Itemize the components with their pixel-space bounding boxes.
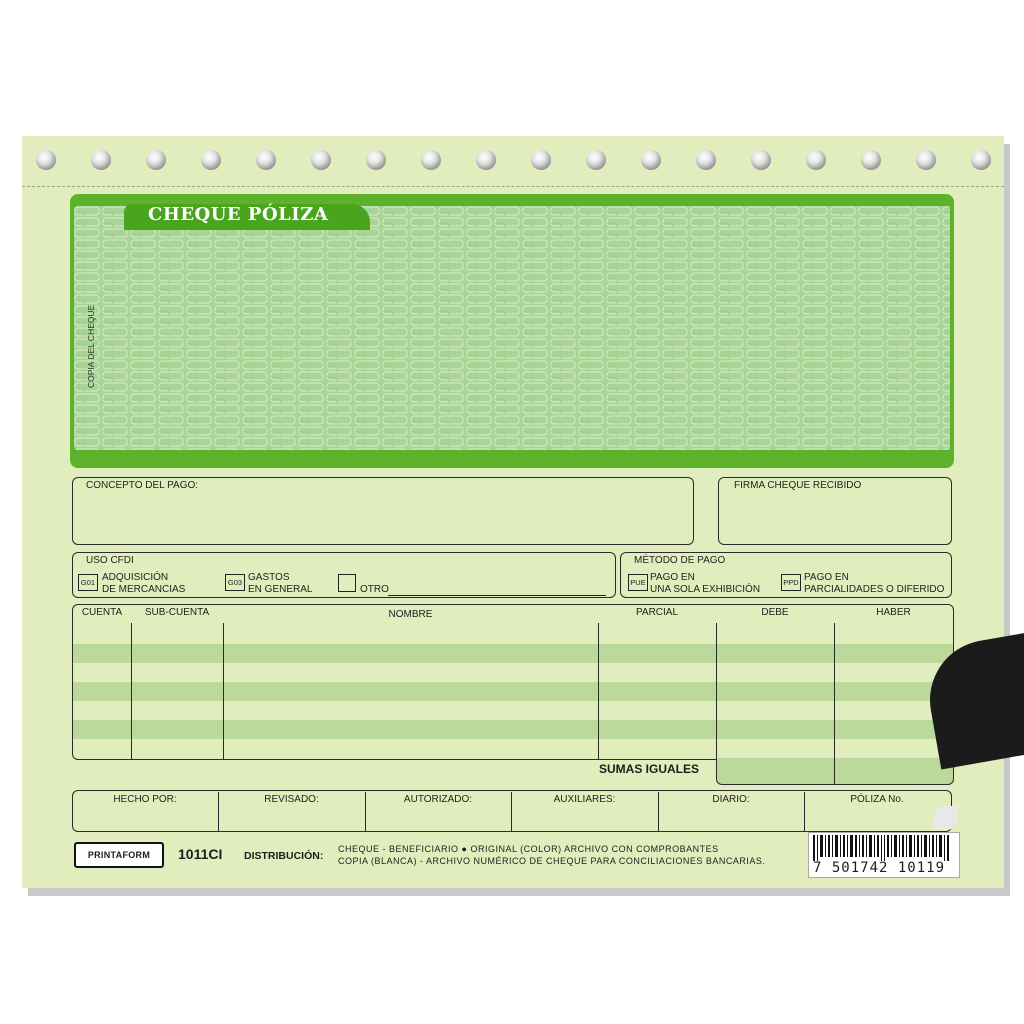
hole: [476, 150, 496, 170]
table-row-stripe: [73, 644, 953, 663]
distribution-line-1: CHEQUE - BENEFICIARIO ● ORIGINAL (COLOR) ARCHIVO CON COMPROBANTES: [338, 844, 719, 854]
hole: [421, 150, 441, 170]
signoff-autorizado[interactable]: AUTORIZADO:: [403, 794, 473, 805]
printaform-logo: PRINTAFORM: [74, 842, 164, 868]
totals-divider: [834, 758, 835, 784]
signoff-auxiliares[interactable]: AUXILIARES:: [553, 794, 616, 805]
cfdi-other-line[interactable]: [388, 595, 606, 596]
column-divider: [131, 623, 132, 759]
table-row-stripe: [73, 682, 953, 701]
accounts-table: [72, 604, 954, 760]
perforation-line: [22, 186, 1004, 187]
header-debe: DEBE: [761, 607, 789, 618]
hole: [201, 150, 221, 170]
payment-ppd-label: [804, 572, 944, 596]
header-haber: HABER: [876, 607, 911, 618]
header-cuenta: CUENTA: [81, 607, 123, 618]
column-divider: [716, 623, 717, 759]
column-divider: [598, 623, 599, 759]
hole: [586, 150, 606, 170]
barcode: [808, 832, 960, 878]
hole: [971, 150, 991, 170]
hole: [641, 150, 661, 170]
payment-method-label: MÉTODO DE PAGO: [634, 555, 726, 566]
payment-pue-line2: UNA SOLA EXHIBICIÓN: [650, 584, 761, 595]
cfdi-g01-checkbox[interactable]: G01: [78, 574, 98, 591]
hole: [366, 150, 386, 170]
distribution-label: DISTRIBUCIÓN:: [244, 850, 324, 862]
cheque-poliza-form: [22, 136, 1004, 888]
perforation-holes: [22, 150, 1004, 172]
cfdi-label: USO CFDI: [86, 555, 134, 566]
cfdi-other-label: OTRO: [360, 584, 389, 595]
table-row-stripe: [73, 720, 953, 739]
page-curl-highlight: [934, 806, 958, 830]
header-parcial: PARCIAL: [635, 607, 679, 618]
security-pattern: [74, 206, 950, 450]
payment-pue-label: [650, 572, 760, 596]
hole: [311, 150, 331, 170]
cfdi-g03-line2: EN GENERAL: [248, 584, 313, 595]
concept-label: CONCEPTO DEL PAGO:: [86, 480, 199, 491]
hole: [146, 150, 166, 170]
cfdi-g01-line1: ADQUISICIÓN: [102, 572, 169, 583]
payment-ppd-line2: PARCIALIDADES O DIFERIDO: [804, 584, 945, 595]
cfdi-g01-line2: DE MERCANCIAS: [102, 584, 186, 595]
hole: [751, 150, 771, 170]
barcode-number: 7 501742 10119: [813, 860, 946, 876]
cfdi-g03-label: [248, 572, 312, 596]
signoff-revisado[interactable]: REVISADO:: [264, 794, 319, 805]
column-divider: [223, 623, 224, 759]
copy-label: COPIA DEL CHEQUE: [86, 304, 96, 388]
cfdi-g03-line1: GASTOS: [248, 572, 290, 583]
security-pattern-area: [74, 206, 950, 450]
hole: [256, 150, 276, 170]
payment-ppd-line1: PAGO EN: [804, 572, 849, 583]
cfdi-g01-label: [102, 572, 185, 596]
barcode-bars: [809, 833, 959, 861]
hole: [531, 150, 551, 170]
hole: [861, 150, 881, 170]
cfdi-g03-checkbox[interactable]: G03: [225, 574, 245, 591]
header-sub-cuenta: SUB-CUENTA: [144, 607, 210, 618]
hole: [916, 150, 936, 170]
hole: [806, 150, 826, 170]
column-divider: [834, 623, 835, 759]
payment-pue-line1: PAGO EN: [650, 572, 695, 583]
signature-label: FIRMA CHEQUE RECIBIDO: [734, 480, 862, 491]
payment-ppd-checkbox[interactable]: PPD: [781, 574, 801, 591]
model-number: 1011CI: [178, 846, 223, 862]
header-nombre: NOMBRE: [388, 609, 433, 620]
form-title: CHEQUE PÓLIZA: [148, 204, 329, 225]
hole: [91, 150, 111, 170]
totals-label: SUMAS IGUALES: [599, 762, 700, 776]
signoff-diario[interactable]: DIARIO:: [712, 794, 750, 805]
signoff-poliza-no[interactable]: PÓLIZA No.: [850, 794, 904, 805]
cfdi-other-checkbox[interactable]: [338, 574, 356, 592]
payment-pue-checkbox[interactable]: PUE: [628, 574, 648, 591]
totals-row: [716, 758, 954, 785]
hole: [696, 150, 716, 170]
signoff-hecho-por[interactable]: HECHO POR:: [113, 794, 177, 805]
hole: [36, 150, 56, 170]
distribution-line-2: COPIA (BLANCA) - ARCHIVO NUMÉRICO DE CHEQUE PARA CONCILIACIONES BANCARIAS.: [338, 856, 766, 866]
